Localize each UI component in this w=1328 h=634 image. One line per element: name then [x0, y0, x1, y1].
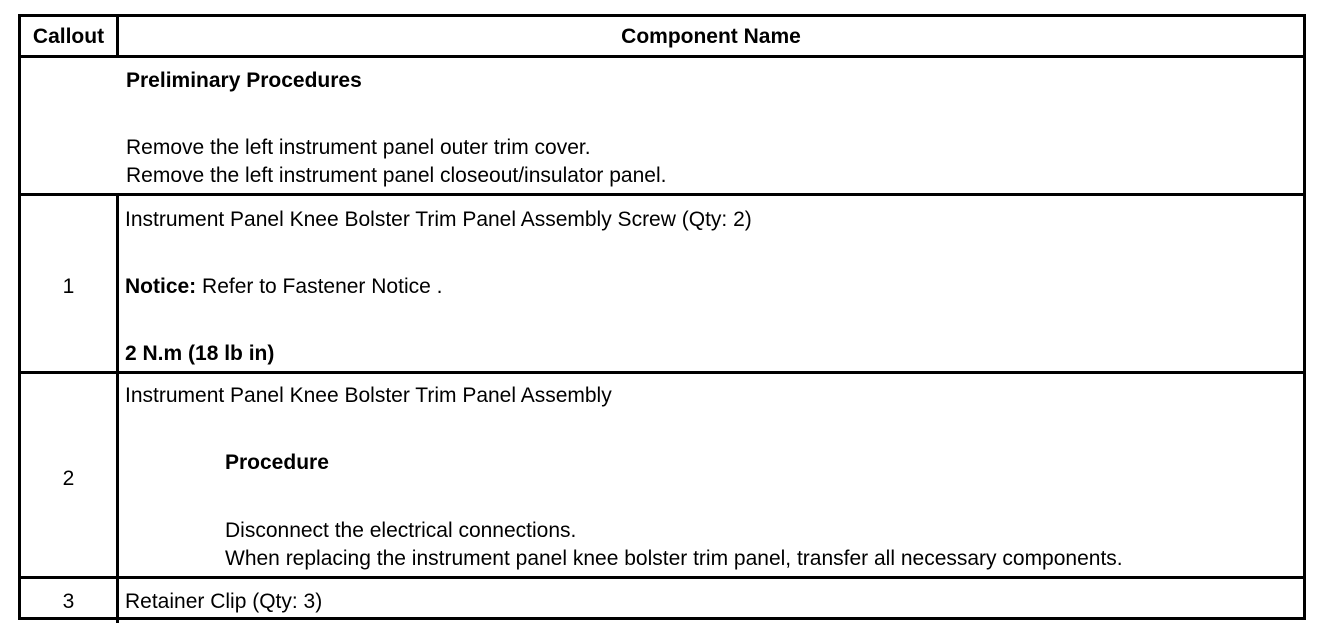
row-divider — [21, 371, 1303, 374]
header-callout: Callout — [32, 25, 105, 48]
component-name: Instrument Panel Knee Bolster Trim Panel Assembly — [125, 384, 612, 407]
torque-spec: 2 N.m (18 lb in) — [125, 342, 275, 365]
component-table — [18, 14, 1306, 620]
column-divider — [116, 193, 119, 623]
notice-label: Notice: — [125, 275, 197, 298]
procedure-step: When replacing the instrument panel knee bolster trim panel, transfer all necessary components. — [225, 547, 1123, 570]
callout-number: 1 — [62, 275, 75, 298]
notice-text: Refer to Fastener Notice . — [196, 275, 443, 298]
preliminary-step: Remove the left instrument panel closeout/insulator panel. — [126, 164, 667, 187]
row-divider — [21, 576, 1303, 579]
component-name: Retainer Clip (Qty: 3) — [125, 590, 323, 613]
procedure-step: Disconnect the electrical connections. — [225, 519, 577, 542]
preliminary-title: Preliminary Procedures — [126, 69, 362, 92]
preliminary-step: Remove the left instrument panel outer trim cover. — [126, 136, 591, 159]
notice-line — [125, 273, 442, 301]
row-divider — [21, 193, 1303, 196]
callout-number: 3 — [62, 590, 75, 613]
procedure-title: Procedure — [225, 451, 329, 474]
callout-number: 2 — [62, 467, 75, 490]
header-component-name: Component Name — [621, 25, 801, 48]
row-divider — [21, 55, 1303, 58]
component-name: Instrument Panel Knee Bolster Trim Panel Assembly Screw (Qty: 2) — [125, 208, 752, 231]
